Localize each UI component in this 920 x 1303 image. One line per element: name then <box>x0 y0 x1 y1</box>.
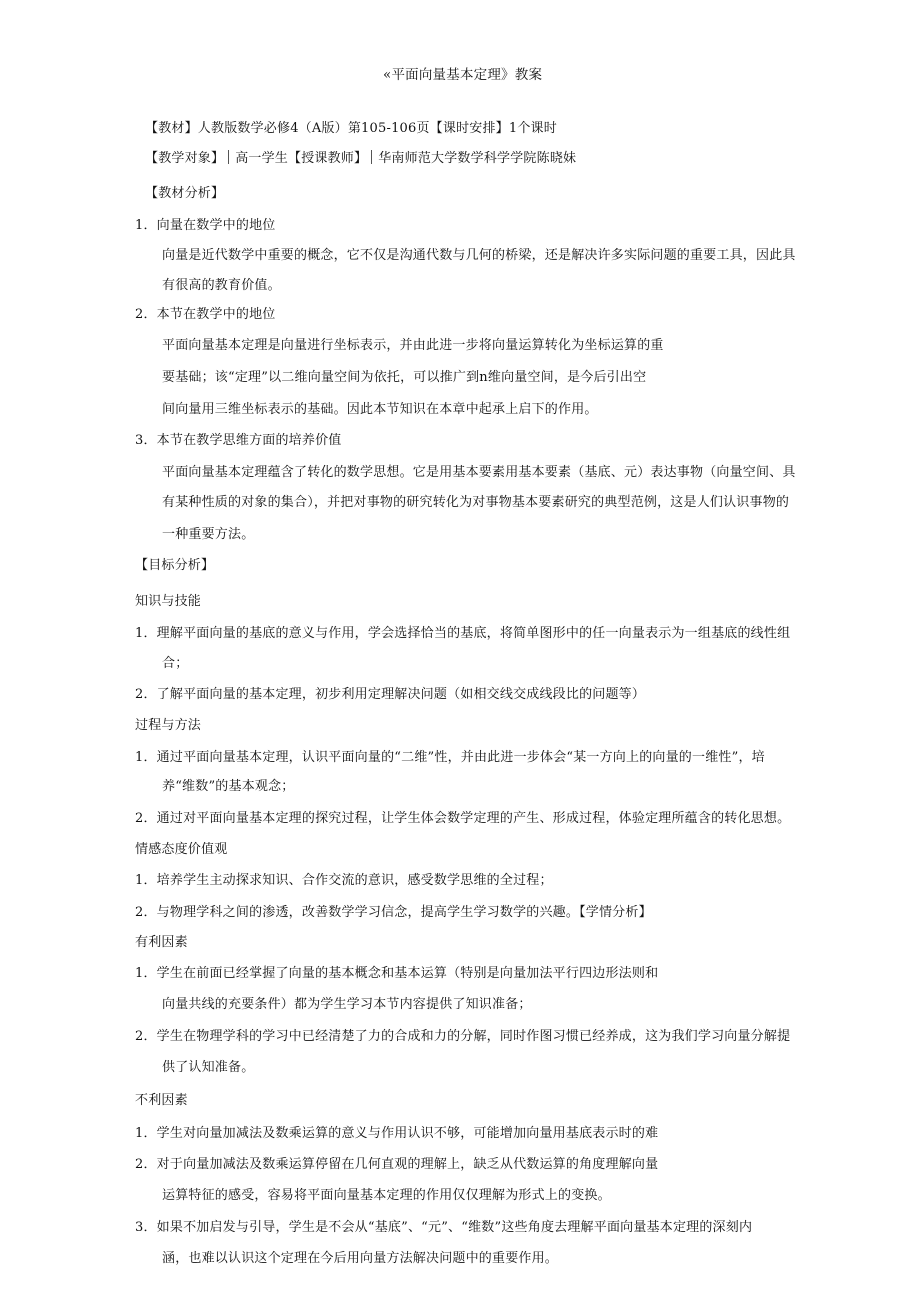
list-item: 2．学生在物理学科的学习中已经清楚了力的合成和力的分解，同时作图习惯已经养成，这为我们学习向量分解提 <box>135 1029 791 1044</box>
paragraph-line: 一种重要方法。 <box>162 527 255 542</box>
teaching-object-label: 【教学对象】 <box>145 151 225 166</box>
subheading-unfavorable: 不利因素 <box>135 1093 188 1108</box>
item-title: 2．本节在教学中的地位 <box>135 307 276 322</box>
list-item-continued: 涵，也难以认识这个定理在今后用向量方法解决问题中的重要作用。 <box>162 1251 559 1266</box>
document-title: «平面向量基本定理》教案 <box>383 67 543 83</box>
list-item-continued: 供了认知准备。 <box>162 1060 255 1075</box>
item-title: 3．本节在教学思维方面的培养价值 <box>135 433 342 448</box>
paragraph-line: 间向量用三维坐标表示的基础。因此本节知识在本章中起承上启下的作用。 <box>162 402 598 417</box>
teacher-value: 华南师范大学数学科学学院陈晓妹 <box>378 151 577 166</box>
list-item: 1．理解平面向量的基底的意义与作用，学会选择恰当的基底，将简单图形中的任一向量表示为一组基底的线性组 <box>135 626 791 641</box>
item-title: 1．向量在数学中的地位 <box>135 218 276 233</box>
subheading-emotion: 情感态度价值观 <box>135 842 228 857</box>
list-item: 2．对于向量加减法及数乘运算停留在几何直观的理解上，缺乏从代数运算的角度理解向量 <box>135 1157 659 1172</box>
paragraph-line: 平面向量基本定理蕴含了转化的数学思想。它是用基本要素用基本要素（基底、元）表达事物（向量空间、具 <box>162 465 796 480</box>
list-item: 2．通过对平面向量基本定理的探究过程，让学生体会数学定理的产生、形成过程，体验定理所蕴含的转化思想。 <box>135 811 791 826</box>
list-item: 2．与物理学科之间的渗透，改善数学学习信念，提高学生学习数学的兴趣。【学情分析】 <box>135 905 652 920</box>
subheading-process: 过程与方法 <box>135 718 202 733</box>
paragraph-line: 要基础；该“定理”以二维向量空间为依托，可以推广到n维向量空间，是今后引出空 <box>162 370 647 385</box>
list-item: 3．如果不加启发与引导，学生是不会从“基底”、“元”、“维数”这些角度去理解平面向量基本定理的深刻内 <box>135 1220 753 1235</box>
separator-bar <box>228 150 229 164</box>
meta-line-1: 【教材】人教版数学必修4（A版）第105-106页【课时安排】1个课时 <box>145 121 557 136</box>
paragraph-line: 有很高的教育价值。 <box>162 278 281 293</box>
list-item: 1．学生在前面已经掌握了向量的基本概念和基本运算（特别是向量加法平行四边形法则和 <box>135 966 659 981</box>
paragraph-line: 平面向量基本定理是向量进行坐标表示，并由此进一步将向量运算转化为坐标运算的重 <box>162 338 664 353</box>
teaching-object-value: 高一学生【授课教师】 <box>235 151 368 166</box>
separator-bar <box>371 150 372 164</box>
section-heading-goal-analysis: 【目标分析】 <box>135 558 215 573</box>
list-item-continued: 合； <box>162 656 189 671</box>
list-item-continued: 养“维数”的基本观念； <box>162 779 295 794</box>
list-item: 2．了解平面向量的基本定理，初步利用定理解决问题（如相交线交成线段比的问题等） <box>135 687 646 702</box>
list-item: 1．学生对向量加减法及数乘运算的意义与作用认识不够，可能增加向量用基底表示时的难 <box>135 1126 659 1141</box>
subheading-knowledge: 知识与技能 <box>135 594 202 609</box>
list-item-continued: 运算特征的感受，容易将平面向量基本定理的作用仅仅理解为形式上的变换。 <box>162 1188 611 1203</box>
paragraph-line: 向量是近代数学中重要的概念，它不仅是沟通代数与几何的桥梁，还是解决许多实际问题的重要工具，因此具 <box>162 248 796 263</box>
paragraph-line: 有某种性质的对象的集合），并把对事物的研究转化为对事物基本要素研究的典型范例，这是人们认识事物的 <box>162 495 790 510</box>
section-heading-textbook-analysis: 【教材分析】 <box>145 186 225 201</box>
list-item: 1．培养学生主动探求知识、合作交流的意识，感受数学思维的全过程； <box>135 873 553 888</box>
meta-line-2 <box>145 150 576 168</box>
subheading-favorable: 有利因素 <box>135 935 188 950</box>
list-item-continued: 向量共线的充要条件）都为学生学习本节内容提供了知识准备； <box>162 997 532 1012</box>
list-item: 1．通过平面向量基本定理，认识平面向量的“二维”性，并由此进一步体会“某一方向上的向量的一维性”，培 <box>135 750 765 765</box>
